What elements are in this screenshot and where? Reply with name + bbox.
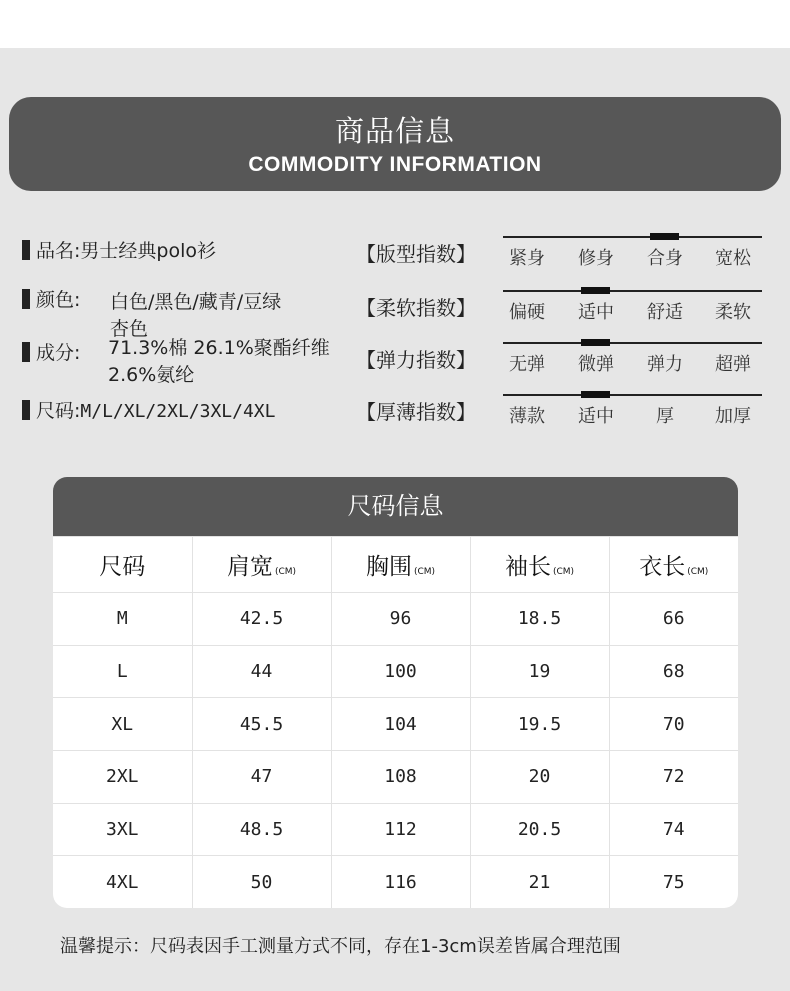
banner-title-en: COMMODITY INFORMATION: [248, 153, 542, 176]
table-cell: XL: [53, 698, 192, 751]
bullet-mark: [22, 400, 30, 420]
index-scale-fit: [503, 236, 762, 276]
column-header-label: 肩宽: [226, 554, 273, 580]
bullet-mark: [22, 342, 30, 362]
table-cell: 75: [609, 856, 738, 908]
bullet-mark: [22, 240, 30, 260]
table-cell: 108: [331, 751, 470, 804]
table-cell: 66: [609, 593, 738, 646]
table-cell: 72: [609, 751, 738, 804]
column-header-label: 尺码: [99, 554, 146, 580]
table-cell: 20: [470, 751, 609, 804]
scale-line: [503, 290, 762, 292]
attr-value-line: 2.6%氨纶: [108, 364, 195, 386]
scale-line: [503, 394, 762, 396]
scale-option: 合身: [647, 248, 683, 269]
scale-option: 适中: [578, 406, 614, 427]
table-cell: 20.5: [470, 803, 609, 856]
scale-option: 微弹: [578, 354, 614, 375]
bullet-mark: [22, 289, 30, 309]
top-white-strip: [0, 0, 790, 48]
table-cell: 44: [192, 645, 331, 698]
index-scale-elasticity: [503, 342, 762, 382]
table-cell: 47: [192, 751, 331, 804]
scale-option: 修身: [578, 248, 614, 269]
table-cell: 74: [609, 803, 738, 856]
table-cell: 48.5: [192, 803, 331, 856]
column-header-unit: (CM): [687, 567, 709, 577]
table-cell: 3XL: [53, 803, 192, 856]
column-header-label: 胸围: [365, 554, 412, 580]
attr-color: [22, 285, 80, 312]
table-cell: 21: [470, 856, 609, 908]
scale-option: 厚: [656, 406, 674, 427]
size-table: [53, 536, 738, 908]
table-header-row: [53, 537, 738, 593]
index-label-softness: 【柔软指数】: [356, 296, 476, 320]
index-scale-softness: [503, 290, 762, 330]
table-cell: 112: [331, 803, 470, 856]
table-row: [53, 593, 738, 646]
table-cell: 50: [192, 856, 331, 908]
attr-material: [22, 338, 80, 365]
table-row: [53, 803, 738, 856]
scale-marker: [581, 339, 610, 346]
column-header-chest: [331, 537, 470, 593]
column-header-sleeve: [470, 537, 609, 593]
column-header-unit: (CM): [413, 567, 436, 577]
attr-product-name: [22, 236, 216, 263]
table-cell: 96: [331, 593, 470, 646]
index-label-elasticity: 【弹力指数】: [356, 348, 476, 372]
scale-option: 偏硬: [509, 302, 545, 323]
attr-label: 成分:: [36, 342, 81, 364]
attr-value: 男士经典polo衫: [80, 240, 216, 262]
table-cell: 42.5: [192, 593, 331, 646]
banner-title-cn: 商品信息: [334, 114, 455, 148]
table-cell: 116: [331, 856, 470, 908]
table-cell: M: [53, 593, 192, 646]
attr-label: 颜色:: [36, 289, 81, 311]
size-table-card: [53, 477, 738, 908]
table-cell: 45.5: [192, 698, 331, 751]
attr-size: [22, 396, 275, 423]
scale-option: 无弹: [509, 354, 545, 375]
table-cell: L: [53, 645, 192, 698]
attr-value-line: 71.3%棉 26.1%聚酯纤维: [108, 337, 330, 359]
attr-label: 尺码:: [36, 400, 81, 422]
table-cell: 70: [609, 698, 738, 751]
table-row: [53, 856, 738, 908]
scale-line: [503, 236, 762, 238]
scale-line: [503, 342, 762, 344]
column-header-length: [609, 537, 738, 593]
column-header-unit: (CM): [552, 567, 575, 577]
column-header-size: [53, 537, 192, 593]
index-label-fit: 【版型指数】: [356, 242, 476, 266]
index-label-thickness: 【厚薄指数】: [356, 400, 476, 424]
table-cell: 19: [470, 645, 609, 698]
scale-option: 加厚: [715, 406, 751, 427]
measurement-notice: 温馨提示：尺码表因手工测量方式不同，存在1-3cm误差皆属合理范围: [60, 936, 621, 957]
scale-marker: [581, 287, 610, 294]
scale-option: 舒适: [647, 302, 683, 323]
scale-option: 弹力: [647, 354, 683, 375]
scale-option: 柔软: [715, 302, 751, 323]
table-cell: 100: [331, 645, 470, 698]
scale-marker: [581, 391, 610, 398]
table-cell: 68: [609, 645, 738, 698]
table-cell: 4XL: [53, 856, 192, 908]
attr-value-line: 白色/黑色/藏青/豆绿: [110, 291, 282, 313]
column-header-unit: (CM): [274, 567, 297, 577]
index-scale-thickness: [503, 394, 762, 434]
column-header-shoulder: [192, 537, 331, 593]
scale-option: 宽松: [715, 248, 751, 269]
scale-option: 适中: [578, 302, 614, 323]
attr-value-line: 杏色: [110, 318, 149, 340]
table-cell: 19.5: [470, 698, 609, 751]
attr-label: 品名:: [36, 240, 81, 262]
size-table-title: 尺码信息: [53, 477, 738, 536]
table-row: [53, 698, 738, 751]
attr-material-values: [108, 333, 330, 387]
table-cell: 18.5: [470, 593, 609, 646]
column-header-label: 衣长: [639, 554, 686, 580]
commodity-info-banner: [9, 97, 781, 191]
table-row: [53, 645, 738, 698]
scale-option: 紧身: [509, 248, 545, 269]
column-header-label: 袖长: [504, 554, 551, 580]
table-cell: 2XL: [53, 751, 192, 804]
scale-option: 薄款: [509, 406, 545, 427]
scale-option: 超弹: [715, 354, 751, 375]
table-cell: 104: [331, 698, 470, 751]
scale-marker: [650, 233, 679, 240]
table-row: [53, 751, 738, 804]
attr-value: M/L/XL/2XL/3XL/4XL: [80, 401, 276, 422]
